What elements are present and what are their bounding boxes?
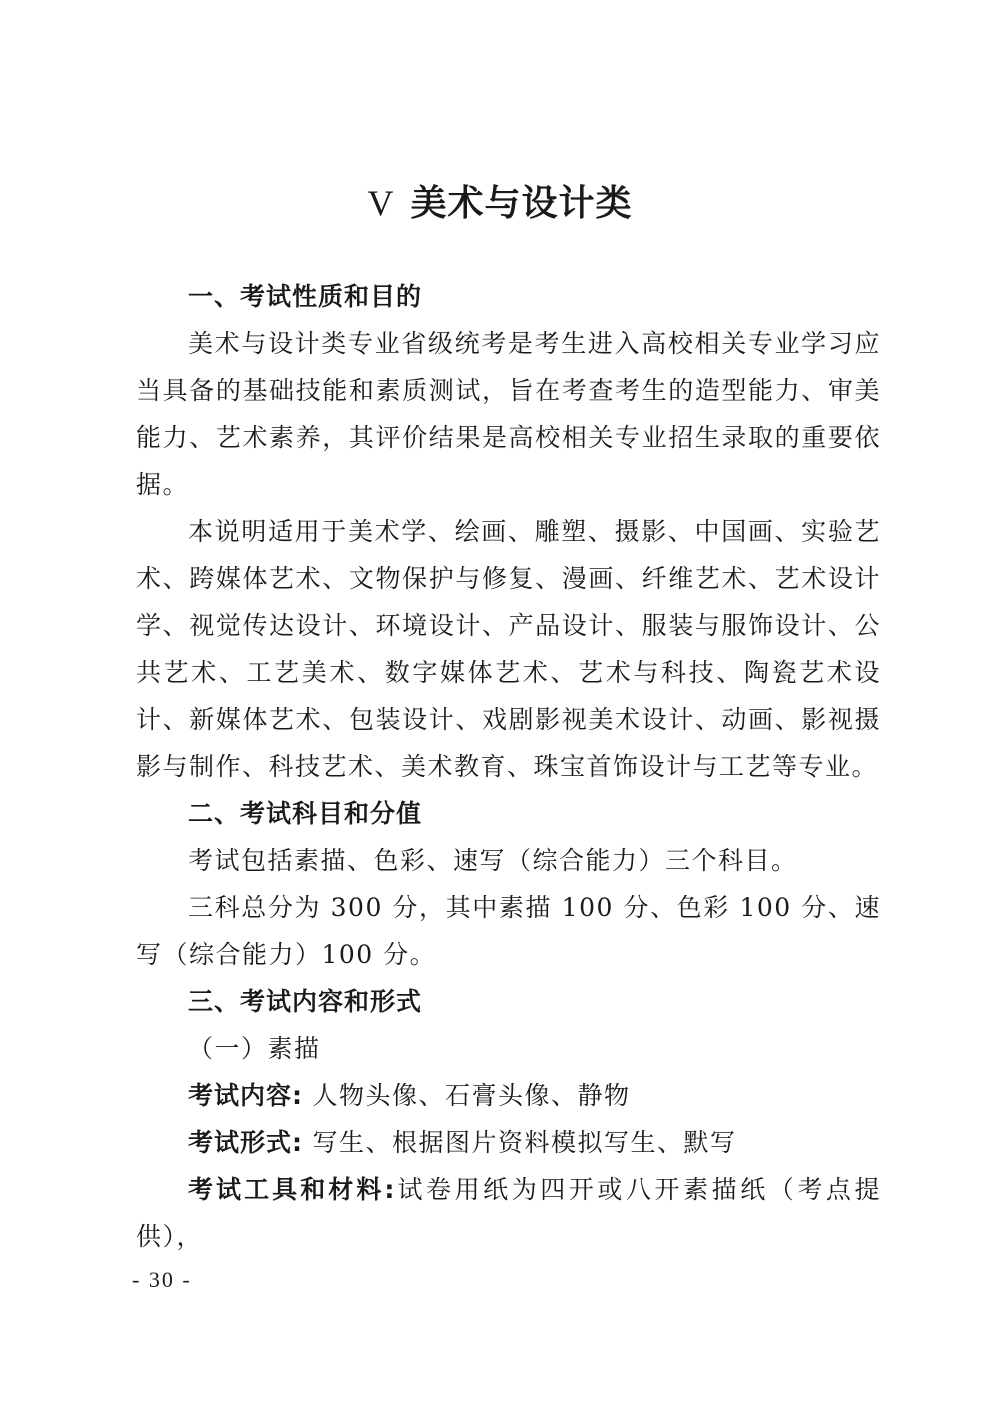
exam-tools-line [136, 1166, 881, 1260]
exam-content-value: 人物头像、石膏头像、静物 [312, 1081, 631, 1110]
page-number: - 30 - [132, 1267, 192, 1292]
paragraph-scope: 本说明适用于美术学、绘画、雕塑、摄影、中国画、实验艺术、跨媒体艺术、文物保护与修复、漫画、纤维艺术、艺术设计学、视觉传达设计、环境设计、产品设计、服装与服饰设计、公共艺术、工艺美术、数字媒体艺术、艺术与科技、陶瓷艺术设计、新媒体艺术、包装设计、戏剧影视美术设计、动画、影视摄影与制作、科技艺术、美术教育、珠宝首饰设计与工艺等专业。 [136, 517, 881, 781]
exam-content-line [136, 1072, 881, 1119]
section-heading-3: 三、考试内容和形式 [188, 987, 423, 1016]
exam-form-label: 考试形式: [188, 1128, 303, 1157]
exam-tools-label: 考试工具和材料: [188, 1175, 396, 1204]
paragraph-scores: 三科总分为 300 分，其中素描 100 分、色彩 100 分、速写（综合能力）100 分。 [136, 893, 881, 969]
exam-form-line [136, 1119, 881, 1166]
paragraph-subjects: 考试包括素描、色彩、速写（综合能力）三个科目。 [188, 846, 798, 875]
section-heading-2: 二、考试科目和分值 [188, 799, 423, 828]
page-title [0, 178, 1000, 228]
exam-tools-value: 试卷用纸为四开或八开素描纸（考点提供）， [136, 1175, 881, 1251]
paragraph-purpose: 美术与设计类专业省级统考是考生进入高校相关专业学习应当具备的基础技能和素质测试，旨在考查考生的造型能力、审美能力、艺术素养，其评价结果是高校相关专业招生录取的重要依据。 [136, 329, 881, 499]
exam-form-value: 写生、根据图片资料模拟写生、默写 [312, 1128, 737, 1157]
subsection-heading-sketch: （一）素描 [188, 1034, 321, 1063]
document-body [136, 273, 881, 1260]
exam-content-label: 考试内容: [188, 1081, 303, 1110]
title-numeral: V [367, 183, 395, 223]
title-text: 美术与设计类 [410, 182, 633, 224]
section-heading-1: 一、考试性质和目的 [188, 282, 423, 311]
